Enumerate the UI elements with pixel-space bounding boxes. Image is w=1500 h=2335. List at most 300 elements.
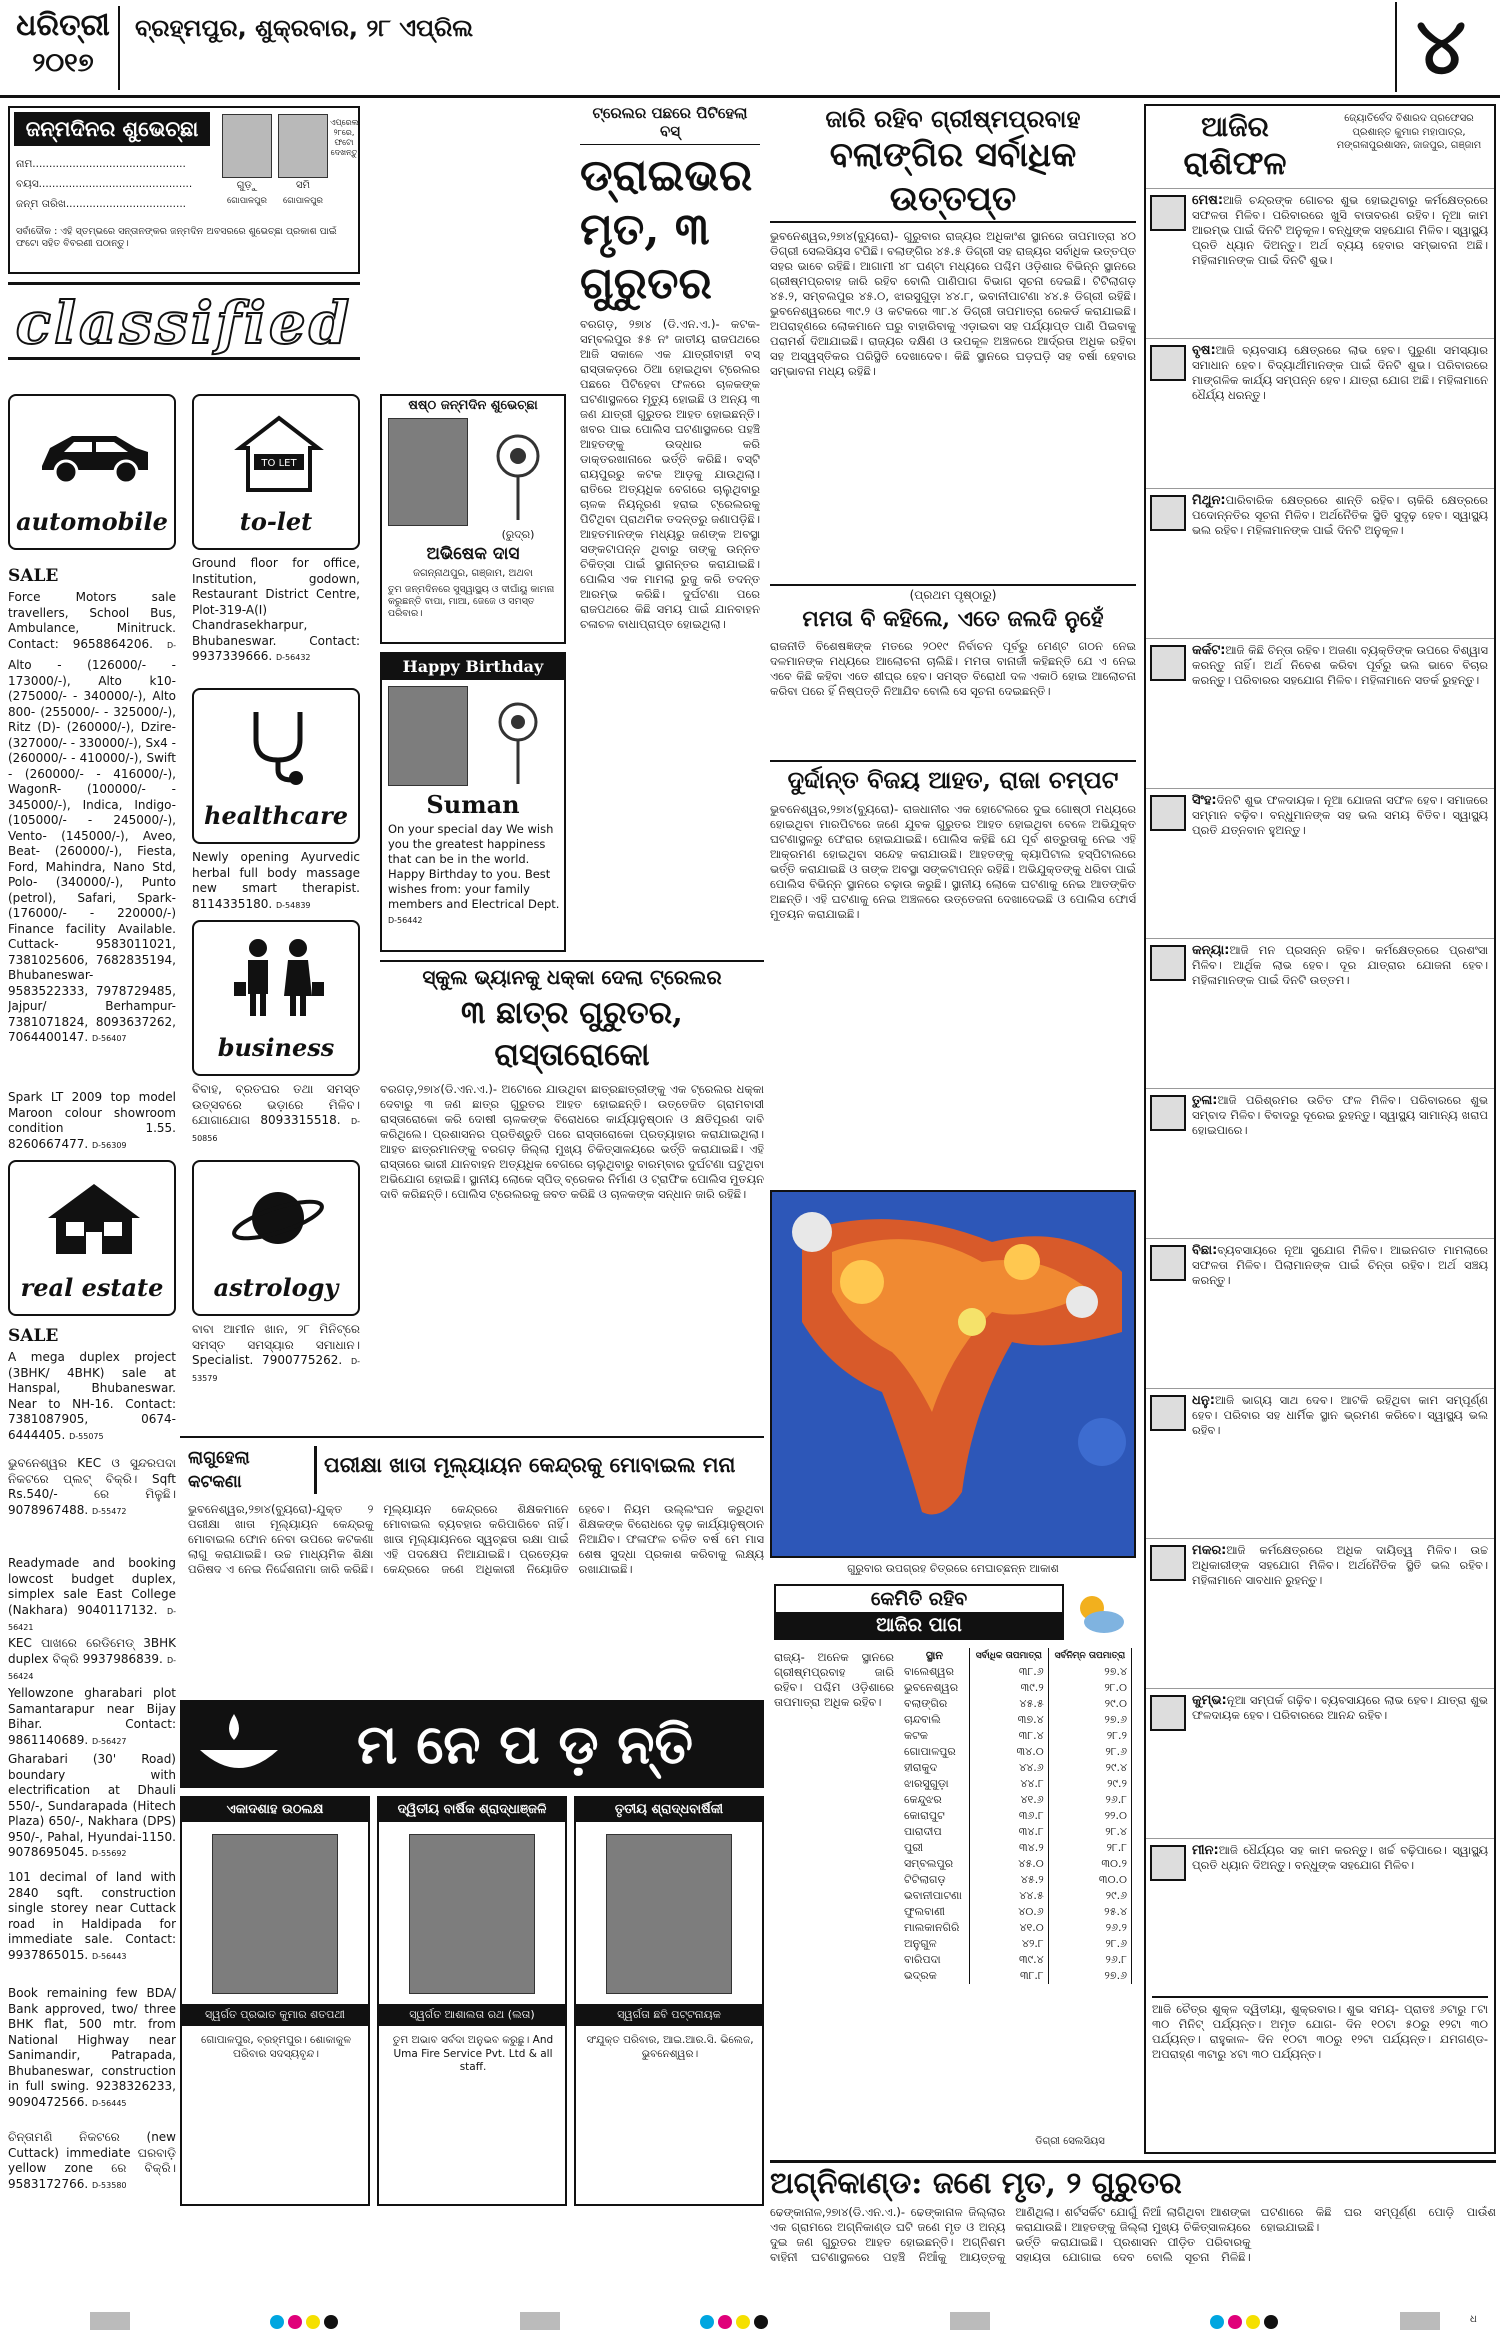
realestate-ad-3 bbox=[8, 1556, 176, 1634]
zodiac-icon bbox=[1150, 1245, 1186, 1281]
temperature-place: କେନ୍ଦୁଝର bbox=[900, 1792, 969, 1808]
temperature-min: ୨୮.୦ bbox=[1048, 1680, 1131, 1696]
automobile-label: automobile bbox=[16, 507, 168, 536]
temperature-max: ୪୫.୨ bbox=[969, 1872, 1048, 1888]
temperature-place: ଭୁବନେଶ୍ୱର bbox=[900, 1680, 969, 1696]
realestate-ad-7-code: D-56443 bbox=[92, 1951, 127, 1961]
temperature-max: ୪୪.୮ bbox=[969, 1776, 1048, 1792]
registration-bar-3 bbox=[950, 2312, 990, 2330]
memorial-card-1-name: ସ୍ୱର୍ଗତ ପ୍ରଭାତ କୁମାର ଶତପଥୀ bbox=[182, 2004, 368, 2026]
rashi-prediction: ଆଜି ଭାଗ୍ୟ ସାଥ ଦେବ। ଆଟକି ରହିଥିବା କାମ ସମ୍ପୂର୍ଣ୍ଣ ହେବ। ପରିବାର ସହ ଧାର୍ମିକ ସ୍ଥାନ ଭ୍ରମଣ କରିବେ। ସ୍ୱାସ୍ଥ୍ୟ ଭଲ ରହିବ। bbox=[1192, 1393, 1488, 1437]
raja-story-headline: ଦୁର୍ଦ୍ଦାନ୍ତ ବିଜୟ ଆହତ, ରାଜା ଚମ୍ପଟ bbox=[787, 765, 1119, 794]
realestate-ad-6-text: Gharabari (30' Road) boundary with electrification at Dhauli 550/-, Sundarapada (Hitech Plaza) 650/-, Nakhara (DPS) 950/-, Pahal, Hyundai-1150. 9078695045. bbox=[8, 1752, 176, 1859]
temperature-min: ୨୯.୪ bbox=[1048, 1760, 1131, 1776]
temperature-row bbox=[900, 1680, 1132, 1696]
rashi-prediction: ବ୍ୟବସାୟରେ ନୂଆ ସୁଯୋଗ ମିଳିବ। ଆଇନଗତ ମାମଲାରେ ସଫଳତା ମିଳିବ। ପିଲାମାନଙ୍କ ପାଇଁ ଚିନ୍ତା ରହିବ। ଅର୍ଥ ସଞ୍ଚୟ କରନ୍ତୁ। bbox=[1192, 1243, 1488, 1287]
rashi-entry bbox=[1146, 1688, 1494, 1838]
realestate-ad-3-text: Readymade and booking lowcost budget duplex, simplex sale East College (Nakhara) 9040117132. bbox=[8, 1556, 176, 1617]
to-let-house-icon bbox=[234, 410, 324, 496]
auto-ad-2-text: Alto - (126000/- - 173000/-), Alto k10- (275000/- - 340000/-), Alto 800- (255000/- - 325000/-), Ritz (D)- (260000/-), Dzire- (327000/- - 330000/-), Sx4 - (260000/- - 410000/-), Swift - (260000/- - 416000/-), WagonR- (100000/- - 345000/-), Indica, Indigo- (105000/- - 245000/-), Vento- (145000/-), Aveo, Beat- (260000/-), Fiesta, Ford, Mahindra, Nano Std, Polo- (340000/-), Punto (petrol), Safari, Spark- (176000/- - 220000/-) Finance facility Available. Cuttack- 9583011021, 7381025606, 7682835194, Bhubaneswar- 9583522333, 7978729485, Jajpur/ Berhampur- 7381071824, 8093637262, 7064400147. bbox=[8, 658, 176, 1044]
rashi-entry bbox=[1146, 788, 1494, 938]
rashi-prediction: ଦିନଟି ଶୁଭ ଫଳଦାୟକ। ନୂଆ ଯୋଜନା ସଫଳ ହେବ। ସମାଜରେ ସମ୍ମାନ ବଢ଼ିବ। ବନ୍ଧୁମାନଙ୍କ ସହ ଭଲ ସମୟ ବିତିବ। ସ୍ୱାସ୍ଥ୍ୟ ପ୍ରତି ଯତ୍ନବାନ ହୁଅନ୍ତୁ। bbox=[1192, 793, 1488, 837]
memorial-card-3-name: ସ୍ୱର୍ଗତା ଛବି ପଟ୍ଟନାୟକ bbox=[576, 2004, 762, 2026]
car-icon bbox=[34, 418, 154, 488]
auto-ad-3-code: D-56309 bbox=[92, 1140, 127, 1150]
temperature-place: ଟିଟିଲାଗଡ଼ bbox=[900, 1872, 969, 1888]
auto-ad-3-text: Spark LT 2009 top model Maroon colour showroom condition 1.55. 8260667477. bbox=[8, 1090, 176, 1151]
temperature-max: ୪୪.୬ bbox=[969, 1760, 1048, 1776]
zodiac-icon bbox=[1150, 795, 1186, 831]
school-story-headline: ୩ ଛାତ୍ର ଗୁରୁତର, ରାସ୍ତାରୋକୋ bbox=[461, 995, 683, 1073]
memorial-card-2-title: ଦ୍ୱିତୀୟ ବାର୍ଷିକ ଶ୍ରାଦ୍ଧାଞ୍ଜଳି bbox=[379, 1798, 565, 1822]
temperature-min: ୨୮.୨ bbox=[1048, 1728, 1131, 1744]
zodiac-icon bbox=[1150, 195, 1186, 231]
sixth-birthday-wish-box bbox=[380, 394, 566, 644]
suman-wish-text bbox=[388, 822, 560, 948]
abhishek-nickname: (ରୁଦ୍ର) bbox=[501, 528, 535, 541]
temperature-max: ୪୪.୫ bbox=[969, 1888, 1048, 1904]
auto-ad-1-text: Force Motors sale travellers, School Bus, Ambulance, Minitruck. Contact: 9658864206. bbox=[8, 590, 176, 651]
temperature-min: ୨୬.୮ bbox=[1048, 1792, 1131, 1808]
temperature-place: କଟକ bbox=[900, 1728, 969, 1744]
heat-story-headline: ବଲାଙ୍ଗିର ସର୍ବାଧିକ ଉତ୍ତପ୍ତ bbox=[770, 133, 1136, 223]
temperature-place: ବାଲେଶ୍ୱର bbox=[900, 1664, 969, 1680]
business-ad-code: D-50856 bbox=[192, 1117, 360, 1143]
rashi-text bbox=[1192, 1693, 1488, 1835]
temperature-min: ୨୮.୪ bbox=[1048, 1824, 1131, 1840]
temperature-max: ୪୨.୮ bbox=[969, 1936, 1048, 1952]
exam-divider bbox=[314, 1446, 317, 1494]
col-place: ସ୍ଥାନ bbox=[900, 1648, 969, 1664]
temperature-max: ୪୧.୦ bbox=[969, 1920, 1048, 1936]
temperature-max: ୩୮.୬ bbox=[969, 1664, 1048, 1680]
school-van-story bbox=[380, 960, 764, 1430]
temperature-row bbox=[900, 1664, 1132, 1680]
real-estate-category bbox=[8, 1160, 176, 1316]
temperature-min: ୩୦.୨ bbox=[1048, 1856, 1131, 1872]
bus-accident-story bbox=[580, 104, 760, 950]
masthead bbox=[0, 0, 1500, 98]
weather-title-box bbox=[774, 1584, 1064, 1640]
realestate-ad-9-text: ଚିନ୍ତାମଣି ନିକଟରେ (new Cuttack) immediate ଘରବାଡ଼ି yellow zone ରେ ବିକ୍ରି। 9583172766. bbox=[8, 2130, 176, 2191]
flower-icon bbox=[478, 422, 558, 522]
temperature-row bbox=[900, 1728, 1132, 1744]
business-ad bbox=[192, 1082, 360, 1146]
rashi-prediction: ଆଜି ଧୈର୍ଯ୍ୟର ସହ କାମ କରନ୍ତୁ। ଖର୍ଚ୍ଚ ବଢ଼ିପାରେ। ସ୍ୱାସ୍ଥ୍ୟ ପ୍ରତି ଧ୍ୟାନ ଦିଅନ୍ତୁ। ବନ୍ଧୁଙ୍କ ସହଯୋଗ ମିଳିବ। bbox=[1192, 1843, 1488, 1872]
child-photo-1 bbox=[222, 114, 272, 178]
sixth-birthday-title: ଷଷ୍ଠ ଜନ୍ମଦିନ ଶୁଭେଚ୍ଛା bbox=[408, 398, 538, 413]
rashi-entry bbox=[1146, 488, 1494, 638]
rashi-list bbox=[1146, 188, 1494, 1988]
auto-ad-2 bbox=[8, 658, 176, 1084]
rashi-name: ସିଂହ: bbox=[1192, 793, 1217, 808]
rashi-prediction: ଆଜି ବ୍ୟବସାୟ କ୍ଷେତ୍ରରେ ଲାଭ ହେବ। ପୁରୁଣା ସମସ୍ୟାର ସମାଧାନ ହେବ। ବିଦ୍ୟାର୍ଥୀମାନଙ୍କ ପାଇଁ ଦିନଟି ଶୁଭ। ପରିବାରରେ ମାଙ୍ଗଳିକ କାର୍ଯ୍ୟ ସମ୍ପନ୍ନ ହେବ। ଯାତ୍ରା ଯୋଗ ଅଛି। ମହିଳାମାନେ ଧୈର୍ଯ୍ୟ ଧରନ୍ତୁ। bbox=[1192, 343, 1488, 402]
exam-story-body: ଭୁବନେଶ୍ୱର,୨୭ା୪(ବ୍ୟୁରୋ)-ଯୁକ୍ତ ୨ ପରୀକ୍ଷା ଖାତା ମୂଲ୍ୟାୟନ କେନ୍ଦ୍ରକୁ ମୋବାଇଲ ଫୋନ ନେବା ଉପରେ କଟକଣା ଲାଗୁ କରାଯାଇଛି। ଉଚ୍ଚ ମାଧ୍ୟମିକ ଶିକ୍ଷା ପରିଷଦ ଏ ନେଇ ନିର୍ଦ୍ଦେଶନାମା ଜାରି କରିଛି। ମୂଲ୍ୟାୟନ କେନ୍ଦ୍ରରେ ଶିକ୍ଷକମାନେ ମୋବାଇଲ ବ୍ୟବହାର କରିପାରିବେ ନାହିଁ। ଖାତା ମୂଲ୍ୟାୟନରେ ସ୍ୱଚ୍ଛତା ରକ୍ଷା ପାଇଁ ଏହି ପଦକ୍ଷେପ ନିଆଯାଇଛି। ପ୍ରତ୍ୟେକ କେନ୍ଦ୍ରରେ ଜଣେ ଅଧିକାରୀ ନିୟୋଜିତ ହେବେ। ନିୟମ ଉଲ୍ଲଂଘନ କରୁଥିବା ଶିକ୍ଷକଙ୍କ ବିରୋଧରେ ଦୃଢ଼ କାର୍ଯ୍ୟାନୁଷ୍ଠାନ ନିଆଯିବ। ଫଳାଫଳ ଚଳିତ ବର୍ଷ ମେ ମାସ ଶେଷ ସୁଦ୍ଧା ପ୍ରକାଶ କରିବାକୁ ଲକ୍ଷ୍ୟ ରଖାଯାଇଛି। bbox=[188, 1502, 764, 1576]
temperature-row bbox=[900, 1840, 1132, 1856]
abhishek-wish-text: ତୁମ ଜନ୍ମଦିନରେ ସୁସ୍ୱାସ୍ଥ୍ୟ ଓ ଦୀର୍ଘାୟୁ କାମନା କରୁଛନ୍ତି ବାପା, ମାଆ, ଜେଜେ ଓ ସମସ୍ତ ପରିବାର। bbox=[388, 584, 555, 619]
temperature-min: ୨୯.୦ bbox=[1048, 1696, 1131, 1712]
birthday-side-note: ଏପ୍ରେଲ ୨୮ରେ, ଫଟୋ ଦେଖନ୍ତୁ bbox=[330, 118, 359, 157]
rashi-text bbox=[1192, 943, 1488, 1085]
rashi-entry bbox=[1146, 638, 1494, 788]
memorial-card-2-text: ତୁମ ଅଭାବ ସର୍ବଦା ଅନୁଭବ କରୁଛୁ। And Uma Fire Service Pvt. Ltd & all staff. bbox=[392, 2034, 554, 2073]
realestate-ad-7 bbox=[8, 1870, 176, 1980]
business-label: business bbox=[217, 1033, 335, 1062]
rashiphala-title-1: ଆଜିର bbox=[1201, 110, 1269, 143]
realestate-ad-5-code: D-56427 bbox=[92, 1736, 127, 1746]
registration-bar-2 bbox=[520, 2312, 560, 2330]
zodiac-icon bbox=[1150, 1695, 1186, 1731]
temperature-place: ଭଦ୍ରକ bbox=[900, 1968, 969, 1984]
temperature-max: ୪୦.୬ bbox=[969, 1904, 1048, 1920]
temperature-max: ୩୪.୨ bbox=[969, 1840, 1048, 1856]
edition-date: ବ୍ରହ୍ମପୁର, ଶୁକ୍ରବାର, ୨୮ ଏପ୍ରିଲ bbox=[135, 14, 474, 42]
rashi-name: ବୃଷ: bbox=[1192, 343, 1216, 358]
rashi-name: ଧନୁ: bbox=[1192, 1393, 1215, 1408]
child-place-1: ଗୋପାଳପୁର bbox=[227, 196, 267, 206]
astrology-category bbox=[192, 1160, 360, 1316]
temperature-min: ୨୮.୮ bbox=[1048, 1840, 1131, 1856]
bus-story-body: ବରଗଡ଼, ୨୭ା୪ (ଡି.ଏନ.ଏ.)- କଟକ-ସମ୍ବଲପୁର ୫୫ ନଂ ଜାତୀୟ ରାଜପଥରେ ଆଜି ସକାଳେ ଏକ ଯାତ୍ରୀବାହୀ ବସ୍ ରାସ୍ତାକଡ଼ରେ ଠିଆ ହୋଇଥିବା ଟ୍ରେଲର ପଛରେ ପିଟିହେବା ଫଳରେ ଚାଳକଙ୍କ ଘଟଣାସ୍ଥଳରେ ମୃତ୍ୟୁ ହୋଇଛି ଓ ଅନ୍ୟ ୩ ଜଣ ଯାତ୍ରୀ ଗୁରୁତର ଆହତ ହୋଇଛନ୍ତି। ଖବର ପାଇ ପୋଲିସ ଘଟଣାସ୍ଥଳରେ ପହଞ୍ଚି ଆହତଙ୍କୁ ଉଦ୍ଧାର କରି ଡାକ୍ତରଖାନାରେ ଭର୍ତ୍ତି କରିଛି। ବସ୍‌ଟି ରାୟପୁରରୁ କଟକ ଆଡ଼କୁ ଯାଉଥିଲା। ରାତିରେ ଅତ୍ୟଧିକ ବେଗରେ ଚାଲୁଥିବାରୁ ଚାଳକ ନିୟନ୍ତ୍ରଣ ହରାଇ ଟ୍ରେଲରକୁ ପିଟିଥିବା ପ୍ରାଥମିକ ତଦନ୍ତରୁ ଜଣାପଡ଼ିଛି। ଆହତମାନଙ୍କ ମଧ୍ୟରୁ ଜଣଙ୍କ ଅବସ୍ଥା ସଙ୍କଟାପନ୍ନ ଥିବାରୁ ତାଙ୍କୁ ଉନ୍ନତ ଚିକିତ୍ସା ପାଇଁ ସ୍ଥାନାନ୍ତର କରାଯାଇଛି। ପୋଲିସ ଏକ ମାମଲା ରୁଜୁ କରି ତଦନ୍ତ ଆରମ୍ଭ କରିଛି। ଦୁର୍ଘଟଣା ପରେ ରାଜପଥରେ କିଛି ସମୟ ପାଇଁ ଯାନବାହନ ଚଳାଚଳ ବାଧାପ୍ରାପ୍ତ ହୋଇଥିଲା। bbox=[580, 317, 760, 631]
realestate-ad-1 bbox=[8, 1350, 176, 1454]
to-let-category bbox=[192, 394, 360, 550]
temperature-row bbox=[900, 1952, 1132, 1968]
zodiac-icon bbox=[1150, 495, 1186, 531]
realestate-ad-7-text: 101 decimal of land with 2840 sqft. construction single storey near Cuttack road in Haldipada for immediate sale. Contact: 9937865015. bbox=[8, 1870, 176, 1962]
stethoscope-icon bbox=[238, 706, 318, 786]
house-icon bbox=[44, 1180, 144, 1256]
realestate-ad-8-code: D-56445 bbox=[92, 2098, 127, 2108]
col-max: ସର୍ବାଧିକ ତାପମାତ୍ରା bbox=[969, 1648, 1048, 1664]
mamata-story bbox=[770, 584, 1136, 754]
temperature-place: ବାରିପଦା bbox=[900, 1952, 969, 1968]
temperature-row bbox=[900, 1808, 1132, 1824]
temperature-max: ୪୧.୬ bbox=[969, 1792, 1048, 1808]
astrology-ad bbox=[192, 1322, 360, 1384]
abhishek-name: ଅଭିଷେକ ଦାସ bbox=[426, 544, 520, 564]
satellite-weather-map bbox=[770, 1190, 1136, 1558]
memorial-card-1-title: ଏକାଦଶାହ ଉଠଲକ୍ଷ bbox=[182, 1798, 368, 1822]
exam-story-kicker: ଲାଗୁହେଲା କଟକଣା bbox=[188, 1448, 250, 1492]
temperature-min: ୨୯.୬ bbox=[1048, 1888, 1131, 1904]
memorial-card-2-name: ସ୍ୱର୍ଗତ ଆଶାଲତା ରଥ (ଲତା) bbox=[379, 2004, 565, 2026]
healthcare-label: healthcare bbox=[204, 801, 348, 830]
rashi-text bbox=[1192, 1543, 1488, 1685]
fire-story-body: ଢେଙ୍କାନାଳ,୨୭ା୪(ଡି.ଏନ.ଏ.)- ଢେଙ୍କାନାଳ ଜିଲ୍ଲାର ଏକ ଗ୍ରାମରେ ଅଗ୍ନିକାଣ୍ଡ ଘଟି ଜଣେ ମୃତ ଓ ଅନ୍ୟ ଦୁଇ ଜଣ ଗୁରୁତର ଆହତ ହୋଇଛନ୍ତି। ଅଗ୍ନିଶମ ବାହିନୀ ଘଟଣାସ୍ଥଳରେ ପହଞ୍ଚି ନିଆଁକୁ ଆୟତ୍ତକୁ ଆଣିଥିଲା। ଶର୍ଟସର୍କିଟ ଯୋଗୁଁ ନିଆଁ ଲାଗିଥିବା ଆଶଙ୍କା କରାଯାଉଛି। ଆହତଙ୍କୁ ଜିଲ୍ଲା ମୁଖ୍ୟ ଚିକିତ୍ସାଳୟରେ ଭର୍ତ୍ତି କରାଯାଇଛି। ପ୍ରଶାସନ ପୀଡ଼ିତ ପରିବାରକୁ ସହାୟତା ଯୋଗାଇ ଦେବ ବୋଲି ସୂଚନା ମିଳିଛି। ଘଟଣାରେ କିଛି ଘର ସମ୍ପୂର୍ଣ୍ଣ ପୋଡ଼ି ପାଉଁଶ ହୋଇଯାଇଛି। bbox=[770, 2205, 1496, 2264]
suman-wish-body: On your special day We wish you the greatest happiness that can be in the world. Happy Birthday to you. Best wishes from: your family members and Electrical Dept. bbox=[388, 822, 560, 911]
sun-cloud-icon bbox=[1070, 1588, 1126, 1636]
raja-story-body: ଭୁବନେଶ୍ୱର,୨୭ା୪(ବ୍ୟୁରୋ)- ରାଜଧାନୀର ଏକ ହୋଟେଲରେ ଦୁଇ ଗୋଷ୍ଠୀ ମଧ୍ୟରେ ହୋଇଥିବା ମାରପିଟରେ ଜଣେ ଯୁବକ ଗୁରୁତର ଆହତ ହୋଇଥିବା ବେଳେ ଅଭିଯୁକ୍ତ ଘଟଣାସ୍ଥଳରୁ ଫେରାର ହୋଇଯାଇଛି। ପୋଲିସ କହିଛି ଯେ ପୂର୍ବ ଶତ୍ରୁତାକୁ ନେଇ ଏହି ଆକ୍ରମଣ ହୋଇଥିବା ସନ୍ଦେହ କରାଯାଉଛି। ଆହତଙ୍କୁ କ୍ୟାପିଟାଲ ହସ୍ପିଟାଲରେ ଭର୍ତ୍ତି କରାଯାଇଛି ଓ ତାଙ୍କ ଅବସ୍ଥା ସଙ୍କଟାପନ୍ନ ରହିଛି। ଅଭିଯୁକ୍ତଙ୍କୁ ଧରିବା ପାଇଁ ପୋଲିସ ବିଭିନ୍ନ ସ୍ଥାନରେ ଚଢ଼ାଉ କରୁଛି। ସ୍ଥାନୀୟ ଲୋକେ ଘଟଣାକୁ ନେଇ ଆତଙ୍କିତ ଅଛନ୍ତି। ଏହି ଘଟଣାକୁ ନେଇ ଅଞ୍ଚଳରେ ଉତ୍ତେଜନା ଦେଖାଦେଇଛି ଓ ପୋଲିସ ଫୋର୍ସ ମୁତୟନ କରାଯାଇଛି। bbox=[770, 802, 1136, 921]
rashi-entry bbox=[1146, 1388, 1494, 1538]
rashi-prediction: ନୂଆ ସମ୍ପର୍କ ଗଢ଼ିବ। ବ୍ୟବସାୟରେ ଲାଭ ହେବ। ଯାତ୍ରା ଶୁଭ ଫଳଦାୟକ ହେବ। ପରିବାରରେ ଆନନ୍ଦ ରହିବ। bbox=[1192, 1693, 1488, 1722]
cmyk-marks-2 bbox=[700, 2314, 772, 2333]
footer-page-code: ଧ bbox=[1470, 2314, 1477, 2325]
temperature-min: ୨୮.୬ bbox=[1048, 1936, 1131, 1952]
temperature-max: ୩୯.୨ bbox=[969, 1680, 1048, 1696]
fire-story bbox=[770, 2160, 1496, 2310]
realestate-ad-1-text: A mega duplex project (3BHK/ 4BHK) sale at Hanspal, Bhubaneswar. Near to NH-16. Contact: 7381087905, 0674-6444405. bbox=[8, 1350, 176, 1442]
temperature-row bbox=[900, 1936, 1132, 1952]
label-dob: ଜନ୍ମ ତାରିଖ.................................... bbox=[16, 198, 186, 210]
realestate-ad-6 bbox=[8, 1752, 176, 1864]
flower-icon-2 bbox=[478, 690, 558, 786]
temperature-row bbox=[900, 1888, 1132, 1904]
temperature-min: ୨୬.୮ bbox=[1048, 1952, 1131, 1968]
rashi-prediction: ପାରିବାରିକ କ୍ଷେତ୍ରରେ ଶାନ୍ତି ରହିବ। ଚାକିରି କ୍ଷେତ୍ରରେ ପଦୋନ୍ନତିର ସୂଚନା ମିଳିବ। ଅର୍ଥନୈତିକ ସ୍ଥିତି ସୁଦୃଢ଼ ହେବ। ସ୍ୱାସ୍ଥ୍ୟ ଭଲ ରହିବ। ମହିଳାମାନଙ୍କ ପାଇଁ ଦିନଟି ଅନୁକୂଳ। bbox=[1192, 493, 1488, 537]
temperature-place: କୋରାପୁଟ bbox=[900, 1808, 969, 1824]
real-estate-sale-heading: SALE bbox=[8, 1326, 59, 1346]
temperature-min: ୨୭.୬ bbox=[1048, 1968, 1131, 1984]
temperature-max: ୩୪.୦ bbox=[969, 1744, 1048, 1760]
satellite-map-graphic bbox=[772, 1192, 1136, 1558]
temperature-place: ଗୋପାଳପୁର bbox=[900, 1744, 969, 1760]
temperature-max: ୩୮.୪ bbox=[969, 1728, 1048, 1744]
page-number: ୪ bbox=[1395, 2, 1485, 92]
astrology-ad-code: D-53579 bbox=[192, 1357, 360, 1383]
realestate-ad-4-text: KEC ପାଖରେ ରେଡିମେଡ୍ 3BHK duplex ବିକ୍ରି 9937986839. bbox=[8, 1636, 176, 1666]
classified-title: classified bbox=[15, 289, 353, 357]
raja-story bbox=[770, 760, 1136, 1180]
healthcare-ad-code: D-54839 bbox=[276, 900, 311, 910]
fire-story-headline: ଅଗ୍ନିକାଣ୍ଡ: ଜଣେ ମୃତ, ୨ ଗୁରୁତର bbox=[770, 2166, 1182, 2201]
rashi-prediction: ଆଜି ଚନ୍ଦ୍ରଙ୍କ ଗୋଚର ଶୁଭ ହୋଇଥିବାରୁ କର୍ମକ୍ଷେତ୍ରରେ ସଫଳତା ମିଳିବ। ପରିବାରରେ ଖୁସି ବାତାବରଣ ରହିବ। ନୂଆ କାମ ଆରମ୍ଭ ପାଇଁ ଦିନଟି ଅନୁକୂଳ। ବନ୍ଧୁଙ୍କ ସହଯୋଗ ମିଳିବ। ସ୍ୱାସ୍ଥ୍ୟ ପ୍ରତି ଧ୍ୟାନ ଦିଅନ୍ତୁ। ଅର୍ଥ ବ୍ୟୟ ହେବାର ସମ୍ଭାବନା ଅଛି। ମହିଳାମାନଙ୍କ ପାଇଁ ଦିନଟି ଶୁଭ। bbox=[1192, 193, 1488, 267]
rashi-entry bbox=[1146, 1838, 1494, 1988]
svg-text:TO LET: TO LET bbox=[261, 458, 297, 469]
zodiac-icon bbox=[1150, 645, 1186, 681]
realestate-ad-2-text: ଭୁବନେଶ୍ୱର KEC ଓ ସୁନ୍ଦରପଦା ନିକଟରେ ପ୍ଲଟ୍ ବିକ୍ରି। Sqft Rs.540/- ରେ ମିଳୁଛି। 9078967488. bbox=[8, 1456, 176, 1517]
temperature-place: ଫୁଲବାଣୀ bbox=[900, 1904, 969, 1920]
rashiphala-section bbox=[1144, 104, 1496, 2154]
temperature-max: ୪୫.୦ bbox=[969, 1856, 1048, 1872]
child-caption-1: ଗୁଡ଼ୁ bbox=[236, 180, 258, 191]
label-age: ବୟସ.............................................. bbox=[16, 178, 193, 190]
birthday-wishes-box bbox=[8, 106, 360, 274]
temperature-place: ହୀରାକୁଦ bbox=[900, 1760, 969, 1776]
to-let-ad-code: D-56432 bbox=[276, 653, 311, 662]
child-photo-2 bbox=[278, 114, 328, 178]
temperature-row bbox=[900, 1856, 1132, 1872]
temperature-place: ଚାନ୍ଦବାଲି bbox=[900, 1712, 969, 1728]
temperature-max: ୩୪.୮ bbox=[969, 1824, 1048, 1840]
rashi-name: ମେଷ: bbox=[1192, 193, 1224, 208]
astrology-label: astrology bbox=[213, 1273, 339, 1302]
suman-wish-code: D-56442 bbox=[388, 916, 423, 925]
rashiphala-title-2: ରାଶିଫଳ bbox=[1183, 144, 1287, 182]
rashi-text bbox=[1192, 193, 1488, 335]
realestate-ad-5-text: Yellowzone gharabari plot Samantarapur near Bijay Bihar. Contact: 9861140689. bbox=[8, 1686, 176, 1747]
panjika-text: ଆଜି ଚୈତ୍ର ଶୁକ୍ଳ ଦ୍ୱିତୀୟା, ଶୁକ୍ରବାର। ଶୁଭ ସମୟ- ପ୍ରାତଃ ୬ଟାରୁ ୮ଟା ୩୦ ମିନିଟ୍ ପର୍ଯ୍ୟନ୍ତ। ଅମୃତ ଯୋଗ- ଦିନ ୧୦ଟା ୫୦ରୁ ୧୨ଟା ୩୦ ପର୍ଯ୍ୟନ୍ତ। ରାହୁକାଳ- ଦିନ ୧୦ଟା ୩୦ରୁ ୧୨ଟା ପର୍ଯ୍ୟନ୍ତ। ଯମଗଣ୍ଡ- ଅପରାହ୍ଣ ୩ଟାରୁ ୪ଟା ୩୦ ପର୍ଯ୍ୟନ୍ତ। bbox=[1152, 1996, 1488, 2150]
rashi-name: ମିଥୁନ: bbox=[1192, 493, 1226, 508]
weather-title-2: ଆଜିର ପାଗ bbox=[776, 1612, 1062, 1638]
mamata-story-kicker: (ପ୍ରଥମ ପୃଷ୍ଠାରୁ) bbox=[909, 588, 997, 602]
col-min: ସର୍ବନିମ୍ନ ତାପମାତ୍ରା bbox=[1048, 1648, 1131, 1664]
temperature-min: ୨୨.୦ bbox=[1048, 1808, 1131, 1824]
bus-story-headline: ଡ୍ରାଇଭର ମୃତ, ୩ ଗୁରୁତର bbox=[580, 150, 753, 309]
rashi-entry bbox=[1146, 338, 1494, 488]
zodiac-icon bbox=[1150, 1545, 1186, 1581]
to-let-ad-text: Ground floor for office, Institution, godown, Restaurant District Centre, Plot-319-A(I) Chandrasekharpur, Bhubaneswar. Contact: 9937339666. bbox=[192, 556, 360, 663]
heatwave-story bbox=[770, 104, 1136, 574]
temperature-table-header bbox=[900, 1648, 1132, 1664]
temperature-min: ୨୯.୨ bbox=[1048, 1776, 1131, 1792]
temperature-min: ୨୭.୬ bbox=[1048, 1712, 1131, 1728]
realestate-ad-6-code: D-55692 bbox=[92, 1849, 127, 1858]
rashi-name: ମୀନ: bbox=[1192, 1843, 1219, 1858]
school-story-kicker: ସ୍କୁଲ ଭ୍ୟାନକୁ ଧକ୍କା ଦେଲା ଟ୍ରେଲର bbox=[422, 965, 722, 989]
rashi-text bbox=[1192, 493, 1488, 635]
registration-bar-1 bbox=[90, 2312, 130, 2330]
label-name: ନାମ.............................................. bbox=[16, 158, 186, 170]
to-let-label: to-let bbox=[239, 507, 313, 536]
memorial-card-3-title: ତୃତୀୟ ଶ୍ରାଦ୍ଧବାର୍ଷିକୀ bbox=[576, 1798, 762, 1822]
registration-bar-4 bbox=[1400, 2312, 1440, 2330]
temperature-min: ୨୫.୪ bbox=[1048, 1904, 1131, 1920]
weather-section bbox=[770, 1584, 1136, 2154]
weather-intro: ରାଜ୍ୟ- ଅନେକ ସ୍ଥାନରେ ଗ୍ରୀଷ୍ମପ୍ରବାହ ଜାରି ରହିବ। ପଶ୍ଚିମ ଓଡ଼ିଶାରେ ତାପମାତ୍ରା ଅଧିକ ରହିବ। bbox=[774, 1650, 894, 1709]
temperature-max: ୪୫.୫ bbox=[969, 1696, 1048, 1712]
temperature-max: ୩୮.୮ bbox=[969, 1968, 1048, 1984]
temperature-row bbox=[900, 1712, 1132, 1728]
memorial-card-2 bbox=[377, 1796, 567, 2206]
auto-ad-1 bbox=[8, 590, 176, 652]
temperature-min: ୨୭.୪ bbox=[1048, 1664, 1131, 1680]
logo-year: ୨୦୧୭ bbox=[32, 48, 94, 78]
temperature-row bbox=[900, 1760, 1132, 1776]
realestate-ad-2-code: D-55472 bbox=[92, 1506, 127, 1516]
heat-story-body: ଭୁବନେଶ୍ୱର,୨୭ା୪(ବ୍ୟୁରୋ)- ଗୁରୁବାର ରାଜ୍ୟର ଅଧିକାଂଶ ସ୍ଥାନରେ ତାପମାତ୍ରା ୪୦ ଡିଗ୍ରୀ ସେଲସିୟସ ଟପିଛି। ବଲାଙ୍ଗିର ୪୫.୫ ଡିଗ୍ରୀ ସହ ରାଜ୍ୟର ସର୍ବାଧିକ ଉତ୍ତପ୍ତ ସହର ଭାବେ ରହିଛି। ଆଗାମୀ ୪୮ ଘଣ୍ଟା ମଧ୍ୟରେ ପଶ୍ଚିମ ଓଡ଼ିଶାର ବିଭିନ୍ନ ସ୍ଥାନରେ ଗ୍ରୀଷ୍ମପ୍ରବାହ ଜାରି ରହିବ ବୋଲି ପାଣିପାଗ ବିଭାଗ ସୂଚନା ଦେଇଛି। ଟିଟିଲାଗଡ଼ ୪୫.୨, ସମ୍ବଲପୁର ୪୫.୦, ଝାରସୁଗୁଡ଼ା ୪୪.୮, ଭବାନୀପାଟଣା ୪୪.୫ ଡିଗ୍ରୀ ରହିଛି। ଭୁବନେଶ୍ୱରରେ ୩୯.୨ ଓ କଟକରେ ୩୮.୪ ଡିଗ୍ରୀ ତାପମାତ୍ରା ରେକର୍ଡ କରାଯାଇଛି। ଅପରାହ୍ଣରେ ଲୋକମାନେ ଘରୁ ବାହାରିବାକୁ ଏଡ଼ାଇବା ସହ ପର୍ଯ୍ୟାପ୍ତ ପାଣି ପିଇବାକୁ ପରାମର୍ଶ ଦିଆଯାଇଛି। ରାଜ୍ୟର ଦକ୍ଷିଣ ଓ ଉପକୂଳ ଅଞ୍ଚଳରେ ଆର୍ଦ୍ରତା ଅଧିକ ରହିବା ସହ ଅସ୍ୱସ୍ତିକର ପରିସ୍ଥିତି ଦେଖାଦେବ। କିଛି ସ୍ଥାନରେ ଘଡ଼ଘଡ଼ି ସହ ବର୍ଷା ହେବାର ସମ୍ଭାବନା ମଧ୍ୟ ରହିଛି। bbox=[770, 229, 1136, 378]
birthday-title: ଜନ୍ମଦିନର ଶୁଭେଚ୍ଛା bbox=[25, 116, 199, 141]
mamata-story-body: ରାଜନୀତି ବିଶେଷଜ୍ଞଙ୍କ ମତରେ ୨୦୧୯ ନିର୍ବାଚନ ପୂର୍ବରୁ ମେଣ୍ଟ ଗଠନ ନେଇ ଦଳମାନଙ୍କ ମଧ୍ୟରେ ଆଲୋଚନା ଚାଲିଛି। ମମତା ବାନାର୍ଜୀ କହିଛନ୍ତି ଯେ ଏ ନେଇ ଏବେ କିଛି କହିବା ଏତେ ଶୀଘ୍ର ହେବ। ସମସ୍ତ ବିରୋଧୀ ଦଳ ଏକାଠି ହୋଇ ଆଲୋଚନା କରିବା ପରେ ହିଁ ନିଷ୍ପତ୍ତି ନିଆଯିବ ବୋଲି ସେ ସୂଚନା ଦେଇଛନ୍ତି। bbox=[770, 639, 1136, 698]
to-let-ad bbox=[192, 556, 360, 682]
rashi-text bbox=[1192, 1243, 1488, 1385]
auto-ad-3 bbox=[8, 1090, 176, 1152]
rashi-name: କନ୍ୟା: bbox=[1192, 943, 1230, 958]
bus-story-kicker: ଟ୍ରେଲର ପଛରେ ପିଟିହେଲା ବସ୍ bbox=[580, 104, 760, 145]
rashi-entry bbox=[1146, 1238, 1494, 1388]
rashi-prediction: ଆଜି କର୍ମକ୍ଷେତ୍ରରେ ଅଧିକ ଦାୟିତ୍ୱ ମିଳିବ। ଉଚ୍ଚ ଅଧିକାରୀଙ୍କ ସହଯୋଗ ମିଳିବ। ଅର୍ଥନୈତିକ ସ୍ଥିତି ଭଲ ରହିବ। ମହିଳାମାନେ ସାବଧାନ ରୁହନ୍ତୁ। bbox=[1192, 1543, 1488, 1587]
abhishek-photo bbox=[388, 418, 468, 526]
rashi-entry bbox=[1146, 938, 1494, 1088]
rashi-entry bbox=[1146, 1538, 1494, 1688]
rashi-name: କୁମ୍ଭ: bbox=[1192, 1693, 1227, 1708]
rashiphala-title-box bbox=[1150, 110, 1320, 182]
realestate-ad-8-text: Book remaining few BDA/ Bank approved, two/ three BHK flat, 500 mtr. from National Highway near Sanimandir, Patrapada, Bhubaneswar, construction in full swing. 9238326233, 9090472566. bbox=[8, 1986, 176, 2109]
diya-lamp-icon bbox=[194, 1710, 284, 1778]
rashi-name: ମକର: bbox=[1192, 1543, 1227, 1558]
rashi-prediction: ଆଜି ମନ ପ୍ରସନ୍ନ ରହିବ। କର୍ମକ୍ଷେତ୍ରରେ ପ୍ରଶଂସା ମିଳିବ। ଆର୍ଥିକ ଲାଭ ହେବ। ଦୂର ଯାତ୍ରାର ଯୋଜନା ହେବ। ମହିଳାମାନଙ୍କ ପାଇଁ ଦିନଟି ଉତ୍ତମ। bbox=[1192, 943, 1488, 987]
rashi-text bbox=[1192, 1093, 1488, 1235]
temperature-place: ପୁରୀ bbox=[900, 1840, 969, 1856]
rashi-text bbox=[1192, 343, 1488, 485]
temperature-place: ଭବାନୀପାଟଣା bbox=[900, 1888, 969, 1904]
temperature-row bbox=[900, 1824, 1132, 1840]
heat-story-kicker: ଜାରି ରହିବ ଗ୍ରୀଷ୍ମପ୍ରବାହ bbox=[825, 104, 1081, 133]
temperature-row bbox=[900, 1792, 1132, 1808]
rashi-text bbox=[1192, 793, 1488, 935]
temperature-place: ପାରାଦୀପ bbox=[900, 1824, 969, 1840]
realestate-ad-1-code: D-55075 bbox=[69, 1431, 104, 1441]
astrology-ad-text: ବାବା ଆମୀନ ଖାନ, ୨୮ ମିନିଟ୍‌ରେ ସମସ୍ତ ସମସ୍ୟାର ସମାଧାନ। Specialist. 7900775262. bbox=[192, 1322, 360, 1367]
rashi-prediction: ଆଜି ପରିଶ୍ରମର ଉଚିତ ଫଳ ମିଳିବ। ପରିବାରରେ ଶୁଭ ସମ୍ବାଦ ମିଳିବ। ବିବାଦରୁ ଦୂରେଇ ରୁହନ୍ତୁ। ସ୍ୱାସ୍ଥ୍ୟ ସାମାନ୍ୟ ଖରାପ ହୋଇପାରେ। bbox=[1192, 1093, 1488, 1137]
zodiac-icon bbox=[1150, 1395, 1186, 1431]
astrologer-credit: ଜ୍ୟୋତିର୍ବେଦ ବିଶାରଦ ପ୍ରଫେସର ପ୍ରଶାନ୍ତ କୁମାର ମହାପାତ୍ର, ମଙ୍ଗଳାପୁରଶାସନ, ଜାଜପୁର, ଗଞ୍ଜାମ bbox=[1336, 113, 1482, 151]
school-story-body: ବରଗଡ଼,୨୭ା୪(ଡି.ଏନ.ଏ.)- ଅଟୋରେ ଯାଉଥିବା ଛାତ୍ରଛାତ୍ରୀଙ୍କୁ ଏକ ଟ୍ରେଲର ଧକ୍କା ଦେବାରୁ ୩ ଜଣ ଛାତ୍ର ଗୁରୁତର ଆହତ ହୋଇଛନ୍ତି। ଉତ୍ତେଜିତ ଗ୍ରାମବାସୀ ରାସ୍ତାରୋକୋ କରି ଦୋଷୀ ଚାଳକଙ୍କ ବିରୋଧରେ କାର୍ଯ୍ୟାନୁଷ୍ଠାନ ଓ କ୍ଷତିପୂରଣ ଦାବି କରିଥିଲେ। ପ୍ରଶାସନର ପ୍ରତିଶ୍ରୁତି ପରେ ରାସ୍ତାରୋକୋ ପ୍ରତ୍ୟାହାର କରାଯାଇଥିଲା। ଆହତ ଛାତ୍ରମାନଙ୍କୁ ବରଗଡ଼ ଜିଲ୍ଲା ମୁଖ୍ୟ ଚିକିତ୍ସାଳୟରେ ଭର୍ତ୍ତି କରାଯାଇଛି। ଏହି ରାସ୍ତାରେ ଭାରୀ ଯାନବାହନ ଅତ୍ୟଧିକ ବେଗରେ ଚାଲୁଥିବାରୁ ବାରମ୍ବାର ଦୁର୍ଘଟଣା ଘଟୁଥିବା ଅଭିଯୋଗ ହୋଇଛି। ସ୍ଥାନୀୟ ଲୋକେ ସ୍ପିଡ୍ ବ୍ରେକର ନିର୍ମାଣ ଓ ଟ୍ରାଫିକ ପୋଲିସ ମୁତୟନ ଦାବି କରିଛନ୍ତି। ପୋଲିସ ଟ୍ରେଲରକୁ ଜବତ କରିଛି ଓ ଚାଳକଙ୍କ ସନ୍ଧାନ ଜାରି ରହିଛି। bbox=[380, 1082, 764, 1201]
realestate-ad-3-code: D-56421 bbox=[8, 1606, 176, 1632]
exam-story bbox=[180, 1436, 764, 1692]
newspaper-logo bbox=[8, 6, 120, 90]
auto-ad-2-code: D-56407 bbox=[92, 1034, 127, 1043]
sale-heading: SALE bbox=[8, 566, 59, 586]
happy-birthday-title: Happy Birthday bbox=[382, 654, 564, 680]
temperature-table-body bbox=[900, 1664, 1132, 1984]
birthday-footer-note: ସର୍ବାଦୌକ : ଏହି ସ୍ତମ୍ଭରେ ସନ୍ତାନଙ୍କର ଜନ୍ମଦିନ ଅବସରରେ ଶୁଭେଚ୍ଛା ପ୍ରକାଶ ପାଇଁ ଫଟୋ ସହିତ ବିବରଣୀ ପଠାନ୍ତୁ। bbox=[16, 226, 337, 249]
weather-unit: ଡିଗ୍ରୀ ସେଲସିୟସ bbox=[1035, 2136, 1105, 2147]
classified-title-banner bbox=[8, 282, 360, 360]
memorial-photo-2 bbox=[409, 1834, 535, 1994]
temperature-max: ୩୯.୪ bbox=[969, 1952, 1048, 1968]
weather-title-1: କେମିତି ରହିବ bbox=[870, 1588, 968, 1610]
rashi-entry bbox=[1146, 188, 1494, 338]
memorial-card-3 bbox=[574, 1796, 764, 2206]
temperature-place: ମାଲକାନଗିରି bbox=[900, 1920, 969, 1936]
rashi-entry bbox=[1146, 1088, 1494, 1238]
automobile-category bbox=[8, 394, 176, 550]
realestate-ad-5 bbox=[8, 1686, 176, 1748]
memorial-photo-1 bbox=[212, 1834, 338, 1994]
realestate-ad-2 bbox=[8, 1456, 176, 1532]
rashi-text bbox=[1192, 1843, 1488, 1985]
memorial-card-1 bbox=[180, 1796, 370, 2206]
rashi-name: କର୍କଟ: bbox=[1192, 643, 1226, 658]
memorial-photo-3 bbox=[606, 1834, 732, 1994]
business-people-icon bbox=[228, 936, 328, 1022]
memorial-card-1-text: ଗୋପାଳପୁର, ବ୍ରହ୍ମପୁର। ଶୋକାକୁଳ ପରିବାର ସଦସ୍ୟବୃନ୍ଦ। bbox=[201, 2034, 351, 2060]
healthcare-ad bbox=[192, 850, 360, 914]
temperature-row bbox=[900, 1744, 1132, 1760]
temperature-row bbox=[900, 1904, 1132, 1920]
auto-ad-1-code: D- bbox=[166, 640, 176, 650]
temperature-row bbox=[900, 1968, 1132, 1984]
map-caption: ଗୁରୁବାର ଉପଗ୍ରହ ଚିତ୍ରରେ ମେଘାଚ୍ଛନ୍ନ ଆକାଶ bbox=[847, 1562, 1059, 1575]
rashi-name: ତୁଳା: bbox=[1192, 1093, 1218, 1108]
birthday-title-banner bbox=[14, 112, 210, 146]
temperature-min: ୨୬.୨ bbox=[1048, 1920, 1131, 1936]
zodiac-icon bbox=[1150, 1845, 1186, 1881]
zodiac-icon bbox=[1150, 945, 1186, 981]
mane-padanti-title: ମ ନେ ପ ଡ଼ ନ୍ତି bbox=[357, 1712, 693, 1776]
abhishek-place: ଜଗନ୍ନାଥପୁର, ଗଞ୍ଜାମ, ଅଥବା bbox=[413, 568, 533, 579]
realestate-ad-9 bbox=[8, 2130, 176, 2206]
temperature-row bbox=[900, 1920, 1132, 1936]
mamata-story-headline: ମମତା ବି କହିଲେ, ଏତେ ଜଲଦି ନୁହେଁ bbox=[802, 606, 1104, 632]
rashi-text bbox=[1192, 1393, 1488, 1535]
happy-birthday-box bbox=[380, 652, 566, 952]
temperature-max: ୩୬.୮ bbox=[969, 1808, 1048, 1824]
zodiac-icon bbox=[1150, 1095, 1186, 1131]
temperature-place: ଅନୁଗୁଳ bbox=[900, 1936, 969, 1952]
realestate-ad-4 bbox=[8, 1636, 176, 1682]
temperature-row bbox=[900, 1872, 1132, 1888]
cmyk-marks-3 bbox=[1210, 2314, 1282, 2333]
exam-story-headline: ପରୀକ୍ଷା ଖାତା ମୂଲ୍ୟାୟନ କେନ୍ଦ୍ରକୁ ମୋବାଇଲ ମନା bbox=[324, 1452, 736, 1477]
temperature-row bbox=[900, 1696, 1132, 1712]
temperature-max: ୩୭.୪ bbox=[969, 1712, 1048, 1728]
rashi-prediction: ଆଜି କିଛି ଚିନ୍ତା ରହିବ। ଅଜଣା ବ୍ୟକ୍ତିଙ୍କ ଉପରେ ବିଶ୍ୱାସ କରନ୍ତୁ ନାହିଁ। ଅର୍ଥ ନିବେଶ କରିବା ପୂର୍ବରୁ ଭଲ ଭାବେ ବିଚାର କରନ୍ତୁ। ପରିବାରର ସହଯୋଗ ମିଳିବ। ମହିଳାମାନେ ସତର୍କ ରୁହନ୍ତୁ। bbox=[1192, 643, 1488, 687]
suman-photo bbox=[388, 686, 468, 786]
rashi-text bbox=[1192, 643, 1488, 785]
logo-name: ଧରିତ୍ରୀ bbox=[16, 8, 110, 43]
zodiac-icon bbox=[1150, 345, 1186, 381]
